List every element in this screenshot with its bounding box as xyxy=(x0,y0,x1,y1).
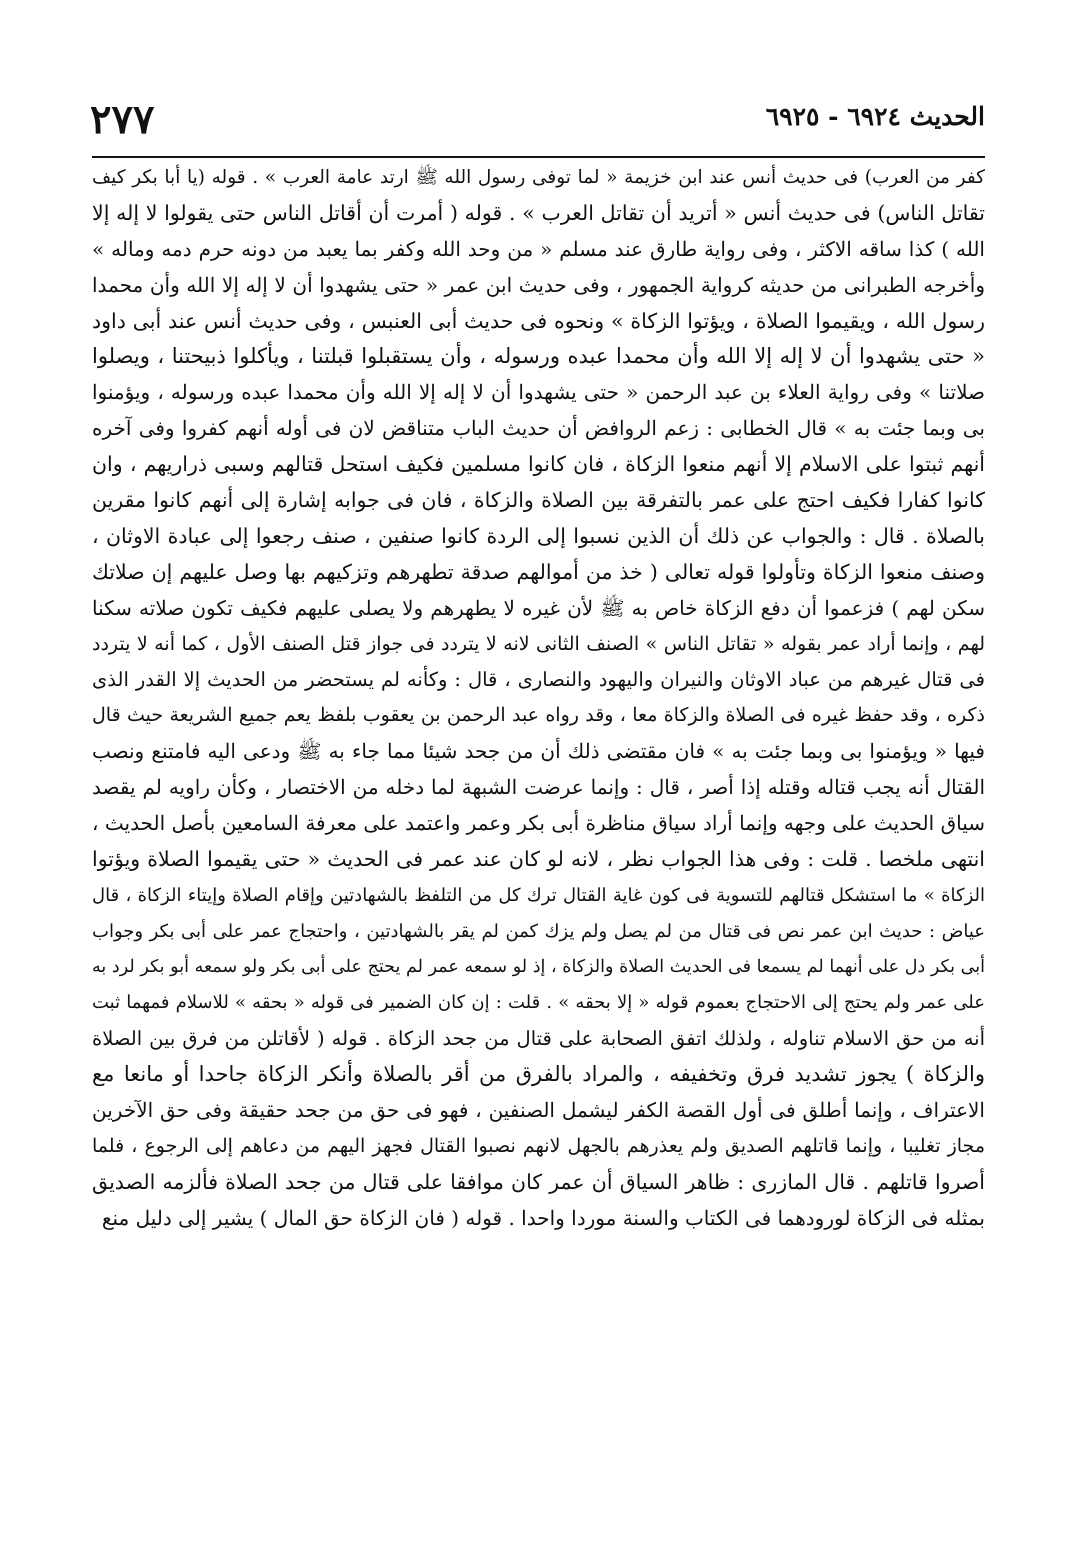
text-line: سياق الحديث على وجهه وإنما أراد سياق مناظرة أبى بكر وعمر واعتمد على معرفة السامعين بأصل الحديث ، xyxy=(92,811,985,836)
text-line: عياض : حديث ابن عمر نص فى قتال من لم يصل ولم يزك كمن لم يقر بالشهادتين ، واحتجاج عمر على أبى بكر وجواب xyxy=(92,920,985,942)
text-line: ذكره ، وقد حفظ غيره فى الصلاة والزكاة معا ، وقد رواه عبد الرحمن بن يعقوب بلفظ يعم جميع الشريعة حيث قال xyxy=(92,704,985,727)
text-line: والزكاة ) يجوز تشديد فرق وتخفيفه ، والمراد بالفرق من أقر بالصلاة وأنكر الزكاة جاحدا أو مانعا مع xyxy=(92,1062,985,1087)
text-line: القتال أنه يجب قتاله وقتله إذا أصر ، قال : وإنما عرضت الشبهة لما دخله من الاختصار ، وكأن راويه لم يقصد xyxy=(92,775,985,800)
text-line: لهم ، وإنما أراد عمر بقوله « تقاتل الناس » الصنف الثانى لانه لا يتردد فى جواز قتل الصنف الأول ، كما أنه لا يتردد xyxy=(92,632,985,655)
text-line: الله ) كذا ساقه الاكثر ، وفى رواية طارق عند مسلم « من وحد الله وكفر بما يعبد من دونه حرم دمه وماله » xyxy=(92,236,985,261)
text-line: رسول الله ، ويقيموا الصلاة ، ويؤتوا الزكاة » ونحوه فى حديث أبى العنبس ، وفى حديث أنس عند أبى داود xyxy=(92,308,985,333)
text-line: وصنف منعوا الزكاة وتأولوا قوله تعالى ( خذ من أموالهم صدقة تطهرهم وتزكيهم بها وصل عليهم إن صلاتك xyxy=(92,559,985,584)
commentary-body xyxy=(92,160,985,1237)
text-line: أبى بكر دل على أنهما لم يسمعا فى الحديث الصلاة والزكاة ، إذ لو سمعه عمر لم يحتج على أبى بكر ولو سمعه أبو بكر لرد به xyxy=(92,956,985,977)
text-line: وأخرجه الطبرانى من حديثه كرواية الجمهور ، وفى حديث ابن عمر « حتى يشهدوا أن لا إله إلا الله وأن محمدا xyxy=(92,272,985,297)
page-number: ٢٧٧ xyxy=(90,96,155,143)
text-line: أنهم ثبتوا على الاسلام إلا أنهم منعوا الزكاة ، فان كانوا مسلمين فكيف استحل قتالهم وسبى ذراريهم ، وان xyxy=(92,452,985,477)
text-line: تقاتل الناس) فى حديث أنس « أتريد أن تقاتل العرب » . قوله ( أمرت أن أقاتل الناس حتى يقولوا لا إله إلا xyxy=(92,200,985,225)
text-line: فى قتال غيرهم من عباد الاوثان والنيران واليهود والنصارى ، قال : وكأنه لم يستحضر من الحديث إلا القدر الذى xyxy=(92,668,985,692)
text-line: الاعتراف ، وإنما أطلق فى أول القصة الكفر ليشمل الصنفين ، فهو فى حق من جحد حقيقة وفى حق الآخرين xyxy=(92,1098,985,1123)
text-line: أنه من حق الاسلام تناوله ، ولذلك اتفق الصحابة على قتال من جحد الزكاة . قوله ( لأقاتلن من فرق بين الصلاة xyxy=(92,1027,985,1051)
text-line: بمثله فى الزكاة لورودهما فى الكتاب والسنة موردا واحدا . قوله ( فان الزكاة حق المال ) يشير إلى دليل منع xyxy=(101,1205,985,1230)
text-line: سكن لهم ) فزعموا أن دفع الزكاة خاص به ﷺ لأن غيره لا يطهرهم ولا يصلى عليهم فكيف تكون صلاته سكنا xyxy=(92,595,985,620)
text-line: « حتى يشهدوا أن لا إله إلا الله وأن محمدا عبده ورسوله ، وأن يستقبلوا قبلتنا ، ويأكلوا ذبيحتنا ، ويصلوا xyxy=(92,344,985,369)
page-header xyxy=(90,96,985,152)
text-line: صلاتنا » وفى رواية العلاء بن عبد الرحمن « حتى يشهدوا أن لا إله إلا الله وأن محمدا عبده ورسوله ، ويؤمنوا xyxy=(92,380,985,405)
text-line: على عمر ولم يحتج إلى الاحتجاج بعموم قوله « إلا بحقه » . قلت : إن كان الضمير فى قوله « بحقه » للاسلام فمهما ثبت xyxy=(92,992,985,1014)
text-line: انتهى ملخصا . قلت : وفى هذا الجواب نظر ، لانه لو كان عند عمر فى الحديث « حتى يقيموا الصلاة ويؤتوا xyxy=(92,846,985,871)
text-line: كفر من العرب) فى حديث أنس عند ابن خزيمة « لما توفى رسول الله ﷺ ارتد عامة العرب » . قوله (يا أبا بكر كيف xyxy=(92,167,985,188)
text-line: بى وبما جئت به » قال الخطابى : زعم الروافض أن حديث الباب متناقض لان فى أوله أنهم كفروا وفى آخره xyxy=(92,416,985,441)
text-line: فيها « ويؤمنوا بى وبما جئت به » فان مقتضى ذلك أن من جحد شيئا مما جاء به ﷺ ودعى اليه فامتنع ونصب xyxy=(92,739,985,764)
text-line: الزكاة » ما استشكل قتالهم للتسوية فى كون غاية القتال ترك كل من التلفظ بالشهادتين وإقام الصلاة وإيتاء الزكاة ، قال xyxy=(92,884,985,906)
text-line: كانوا كفارا فكيف احتج على عمر بالتفرقة بين الصلاة والزكاة ، فان فى جوابه إشارة إلى أنهم كانوا مقرين xyxy=(92,488,985,513)
running-title: الحديث ٦٩٢٤ - ٦٩٢٥ xyxy=(765,102,985,131)
text-line: بالصلاة . قال : والجواب عن ذلك أن الذين نسبوا إلى الردة كانوا صنفين ، صنف رجعوا إلى عبادة الاوثان ، xyxy=(92,523,985,548)
text-line: مجاز تغليبا ، وإنما قاتلهم الصديق ولم يعذرهم بالجهل لانهم نصبوا القتال فجهز اليهم من دعاهم إلى الرجوع ، فلما xyxy=(92,1135,985,1158)
header-rule xyxy=(92,156,985,158)
text-line: أصروا قاتلهم . قال المازرى : ظاهر السياق أن عمر كان موافقا على قتال من جحد الصلاة فألزمه الصديق xyxy=(92,1169,985,1194)
